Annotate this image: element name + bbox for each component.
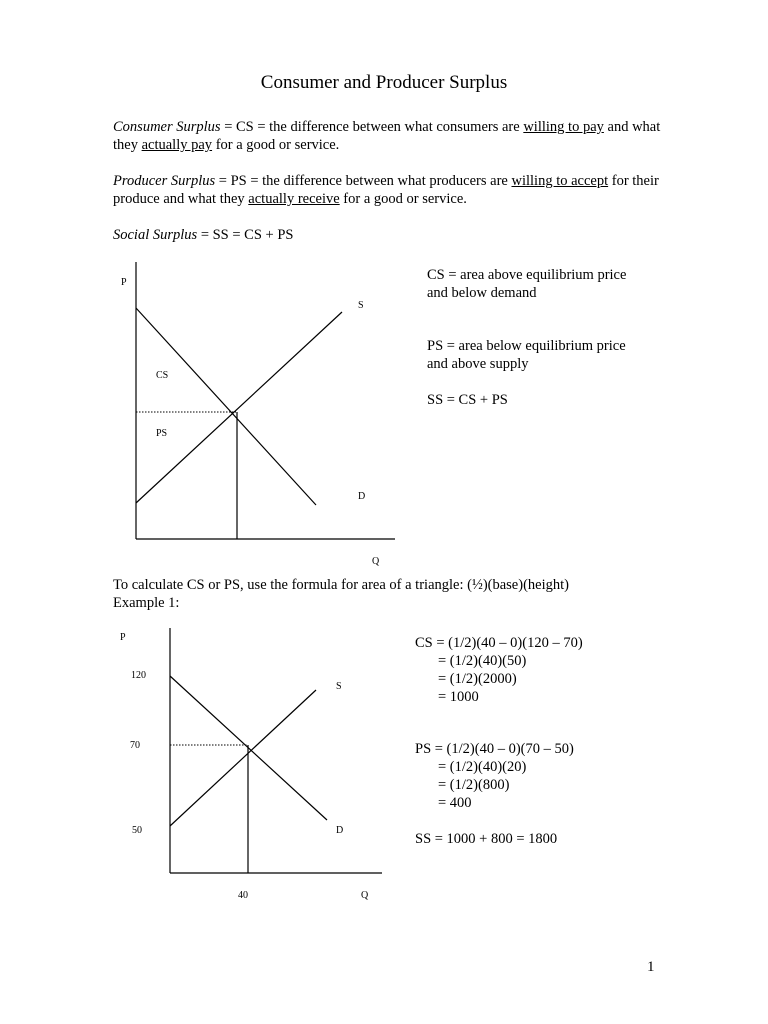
graph1-p-axis-label: P [121,277,127,288]
text: for a good or service. [339,191,467,207]
calc-line: = 1000 [438,689,479,705]
underlined-phrase: willing to pay [523,119,604,135]
page-number: 1 [647,959,655,975]
term: Producer Surplus [113,173,216,189]
graph1-supply-label: S [358,300,364,311]
calc-line: PS = (1/2)(40 – 0)(70 – 50) [415,741,574,757]
calc-line: CS = (1/2)(40 – 0)(120 – 70) [415,635,583,651]
example-heading: Example 1: [113,595,180,611]
text: = PS = the difference between what producers are [215,173,512,189]
formula-instruction [113,576,713,612]
graph1-cs-label: CS [156,370,169,381]
instruction-line: To calculate CS or PS, use the formula for area of a triangle: (½)(base)(height) [113,577,569,593]
calc-line: = (1/2)(40)(50) [438,653,527,669]
calc-line: = (1/2)(40)(20) [438,759,527,775]
graph1-ps-label: PS [156,428,168,439]
ss-note: SS = CS + PS [427,392,508,408]
graph2-tick-120: 120 [131,670,146,681]
cs-area-note [427,266,626,302]
underlined-phrase: willing to accept [511,173,609,189]
calc-line: = 400 [438,795,472,811]
note-line: PS = area below equilibrium price [427,338,626,354]
graph2-tick-40: 40 [238,890,248,901]
ss-calculation: SS = 1000 + 800 = 1800 [415,831,558,847]
graph1-demand-label: D [358,491,366,502]
note-line: CS = area above equilibrium price [427,267,627,283]
page-title: Consumer and Producer Surplus [260,72,508,93]
text: = SS = CS + PS [197,227,294,243]
calc-line: = (1/2)(2000) [438,671,517,687]
text: = CS = the difference between what consumers are [220,119,524,135]
underlined-phrase: actually pay [141,137,213,153]
graph2-p-axis-label: P [120,632,126,643]
ps-calculation [415,740,574,812]
note-line: and below demand [427,285,537,301]
graph2-supply-curve [170,690,316,826]
graph1-supply-curve [136,312,342,503]
text: and what they [113,119,661,153]
graph2-tick-70: 70 [130,740,140,751]
note-line: and above supply [427,356,529,372]
ps-area-note [427,337,626,373]
graph2-tick-50: 50 [132,825,142,836]
calc-line: = (1/2)(800) [438,777,510,793]
cs-calculation [415,634,583,706]
text: for their produce and what they [113,173,659,207]
graph1-demand-curve [136,308,316,505]
graph2-demand-label: D [336,825,344,836]
term: Social Surplus [113,227,198,243]
text: for a good or service. [212,137,340,153]
graph2-supply-label: S [336,681,342,692]
term: Consumer Surplus [113,119,221,135]
graph2-q-axis-label: Q [361,890,369,901]
graph1-q-axis-label: Q [372,556,380,567]
underlined-phrase: actually receive [248,191,340,207]
